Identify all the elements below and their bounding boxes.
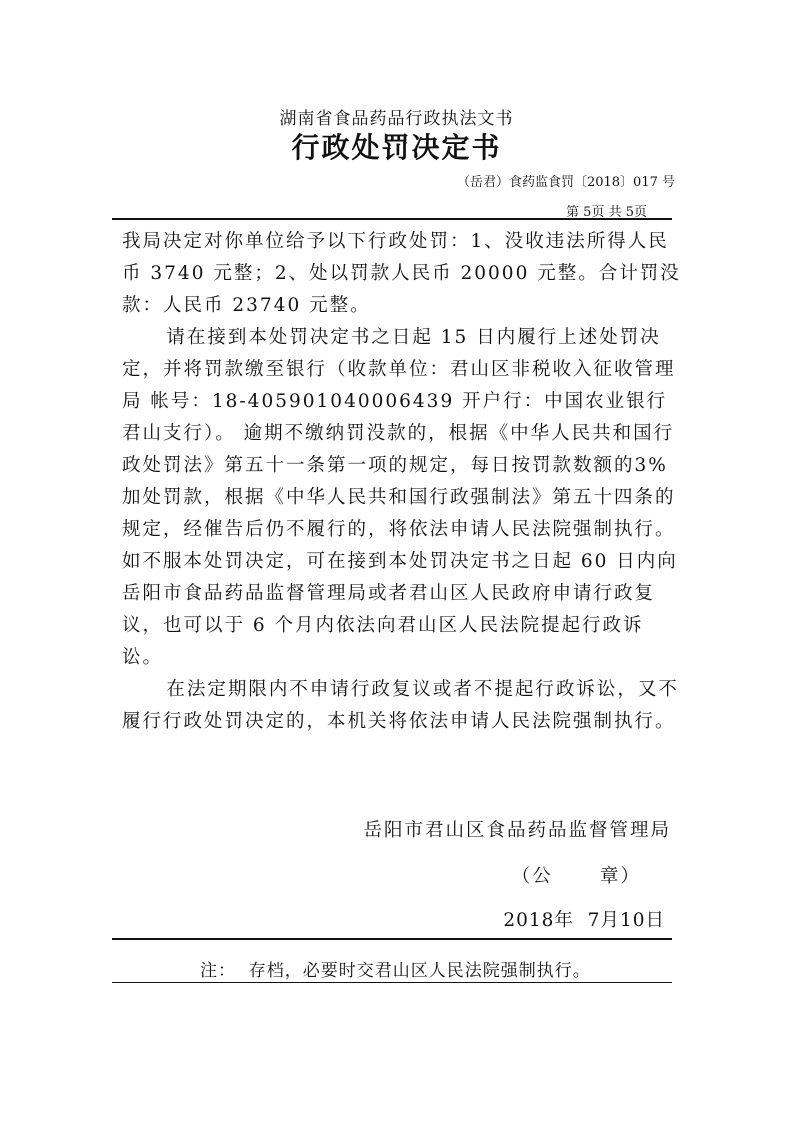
footer-divider-bottom [112, 982, 672, 983]
header-divider [112, 218, 672, 220]
issuing-authority: 岳阳市君山区食品药品监督管理局 [363, 820, 671, 841]
paragraph-penalty: 我局决定对你单位给予以下行政处罚：1、没收违法所得人民币 3740 元整；2、处以罚款人民币 20000 元整。合计罚没款：人民币 23740 元整。 [122, 231, 681, 316]
page-number: 第 5页 共 5页 [566, 205, 647, 220]
document-body [122, 226, 682, 738]
document-title: 行政处罚决定书 [291, 131, 502, 164]
issue-date: 2018年 7月10日 [503, 910, 665, 931]
paragraph-payment: 请在接到本处罚决定书之日起 15 日内履行上述处罚决定，并将罚款缴至银行（收款单位：君山区非税收入征收管理局 帐号：18-405901040006439 开户行：中国农业银行君山支行）。 逾期不缴纳罚没款的，根据《中华人民共和国行政处罚法》第五十一条第一项的规定，每日按罚款数额的3%加处罚款，根据《中华人民共和国行政强制法》第五十四条的规定，经催告后仍不履行的，将依法申请人民法院强制执行。如不服本处罚决定，可在接到本处罚决定书之日起 60 日内向岳阳市食品药品监督管理局或者君山区人民政府申请行政复议，也可以于 6 个月内依法向君山区人民法院提起行政诉讼。 [122, 327, 678, 668]
paragraph-enforcement: 在法定期限内不申请行政复议或者不提起行政诉讼，又不履行行政处罚决定的，本机关将依法申请人民法院强制执行。 [122, 679, 679, 732]
footer-divider-top [112, 938, 672, 940]
document-subtitle: 湖南省食品药品行政执法文书 [279, 109, 514, 129]
archive-note: 注： 存档，必要时交君山区人民法院强制执行。 [200, 961, 591, 981]
document-number: （岳君）食药监食罚〔2018〕017 号 [456, 175, 675, 190]
official-seal-placeholder: （公 章） [511, 866, 641, 887]
